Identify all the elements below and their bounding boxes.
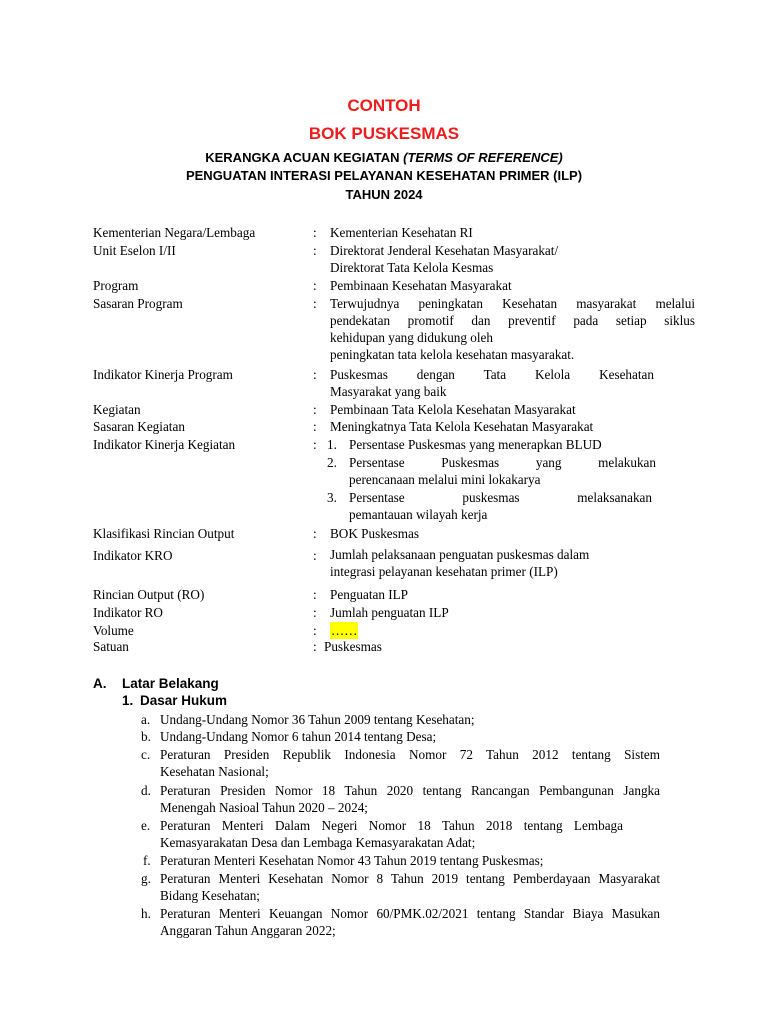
kak-italic: (TERMS OF REFERENCE): [403, 150, 563, 165]
list-item: Undang-Undang Nomor 6 tahun 2014 tentang Desa;: [160, 729, 437, 744]
field-value: Direktorat Jenderal Kesehatan Masyarakat/: [330, 243, 559, 258]
field-value: integrasi pelayanan kesehatan primer (ILP): [330, 564, 558, 579]
list-item: Peraturan Menteri Keuangan Nomor 60/PMK.02/2021 tentang Standar Biaya Masukan: [160, 906, 660, 921]
field-colon: :: [313, 278, 317, 293]
list-marker: b.: [141, 729, 151, 744]
field-label: Volume: [93, 623, 134, 638]
field-value: Meningkatnya Tata Kelola Kesehatan Masyarakat: [330, 419, 594, 434]
field-colon: :: [313, 243, 317, 258]
field-value: Jumlah penguatan ILP: [330, 605, 449, 620]
field-label: Indikator Kinerja Program: [93, 367, 233, 382]
list-marker: g.: [141, 871, 151, 886]
list-marker: e.: [141, 818, 151, 833]
field-label: Rincian Output (RO): [93, 587, 205, 602]
field-label: Indikator RO: [93, 605, 163, 620]
ikk-item: Persentase Puskesmas yang melakukan: [349, 455, 656, 470]
field-value: Pembinaan Tata Kelola Kesehatan Masyarakat: [330, 402, 576, 417]
field-label: Indikator KRO: [93, 548, 173, 563]
list-item: Peraturan Presiden Republik Indonesia Nomor 72 Tahun 2012 tentang Sistem: [160, 747, 660, 762]
list-item: Menengah Nasioal Tahun 2020 – 2024;: [160, 800, 368, 815]
ikk-item: Persentase puskesmas melaksanakan: [349, 490, 652, 505]
list-item: Peraturan Menteri Kesehatan Nomor 43 Tahun 2019 tentang Puskesmas;: [160, 853, 544, 868]
field-colon: :: [313, 367, 317, 382]
list-item: Kemasyarakatan Desa dan Lembaga Kemasyarakatan Adat;: [160, 835, 476, 850]
field-colon: :: [313, 639, 317, 654]
list-marker: h.: [141, 906, 151, 921]
field-colon: :: [313, 225, 317, 240]
ikk-item: perencanaan melalui mini lokakarya: [349, 472, 541, 487]
list-item: Kesehatan Nasional;: [160, 764, 269, 779]
field-value: Terwujudnya peningkatan Kesehatan masyarakat melalui: [330, 296, 695, 311]
field-label: Program: [93, 278, 139, 293]
volume-placeholder: ……: [331, 623, 358, 638]
field-colon: :: [313, 623, 317, 638]
field-colon: :: [313, 605, 317, 620]
field-colon: :: [313, 296, 317, 311]
field-label: Indikator Kinerja Kegiatan: [93, 437, 236, 452]
ikk-item: Persentase Puskesmas yang menerapkan BLUD: [349, 437, 602, 452]
ikk-number: 2.: [327, 455, 337, 470]
doc-subtitle-year: TAHUN 2024: [345, 187, 423, 202]
section-heading: Latar Belakang: [122, 676, 219, 691]
field-value: Kementerian Kesehatan RI: [330, 225, 473, 240]
field-colon: :: [313, 419, 317, 434]
field-label: Kegiatan: [93, 402, 141, 417]
kak-main: KERANGKA ACUAN KEGIATAN: [205, 150, 404, 165]
field-value: BOK Puskesmas: [330, 526, 420, 541]
field-label: Sasaran Kegiatan: [93, 419, 185, 434]
field-colon: :: [313, 548, 317, 563]
ikk-number: 1.: [327, 437, 337, 452]
field-colon: :: [313, 526, 317, 541]
field-value: Penguatan ILP: [330, 587, 409, 602]
field-label: Sasaran Program: [93, 296, 183, 311]
field-value: Puskesmas: [324, 639, 382, 654]
subsection-number: 1.: [122, 693, 134, 708]
field-label: Kementerian Negara/Lembaga: [93, 225, 256, 240]
doc-subtitle-ilp: PENGUATAN INTERASI PELAYANAN KESEHATAN PRIMER (ILP): [185, 168, 583, 183]
field-label: Klasifikasi Rincian Output: [93, 526, 235, 541]
ikk-number: 3.: [327, 490, 337, 505]
list-item: Peraturan Menteri Kesehatan Nomor 8 Tahun 2019 tentang Pemberdayaan Masyarakat: [160, 871, 660, 886]
doc-label-contoh: CONTOH: [347, 96, 421, 115]
list-item: Anggaran Tahun Anggaran 2022;: [160, 923, 336, 938]
list-item: Peraturan Presiden Nomor 18 Tahun 2020 tentang Rancangan Pembangunan Jangka: [160, 783, 660, 798]
section-letter: A.: [93, 676, 107, 691]
field-colon: :: [313, 437, 317, 452]
list-marker: c.: [141, 747, 151, 762]
doc-title: BOK PUSKESMAS: [308, 124, 460, 143]
field-value: pendekatan promotif dan preventif pada setiap siklus: [330, 313, 695, 328]
field-value: Masyarakat yang baik: [330, 384, 447, 399]
field-value: Jumlah pelaksanaan penguatan puskesmas dalam: [330, 547, 590, 562]
field-label: Satuan: [93, 639, 129, 654]
list-item: Peraturan Menteri Dalam Negeri Nomor 18 Tahun 2018 tentang Lembaga: [160, 818, 623, 833]
field-value: kehidupan yang didukung oleh: [330, 330, 493, 345]
subsection-heading: Dasar Hukum: [140, 693, 228, 708]
field-value: Puskesmas dengan Tata Kelola Kesehatan: [330, 367, 654, 382]
field-value: Direktorat Tata Kelola Kesmas: [330, 260, 494, 275]
list-item: Undang-Undang Nomor 36 Tahun 2009 tentang Kesehatan;: [160, 712, 475, 727]
field-colon: :: [313, 402, 317, 417]
field-label: Unit Eselon I/II: [93, 243, 176, 258]
field-value: Pembinaan Kesehatan Masyarakat: [330, 278, 512, 293]
ikk-item: pemantauan wilayah kerja: [349, 507, 488, 522]
doc-subtitle-kak: [0, 150, 768, 165]
list-item: Bidang Kesehatan;: [160, 888, 260, 903]
list-marker: a.: [141, 712, 151, 727]
field-colon: :: [313, 587, 317, 602]
list-marker: f.: [143, 853, 151, 868]
list-marker: d.: [141, 783, 151, 798]
field-value: peningkatan tata kelola kesehatan masyarakat.: [330, 347, 575, 362]
